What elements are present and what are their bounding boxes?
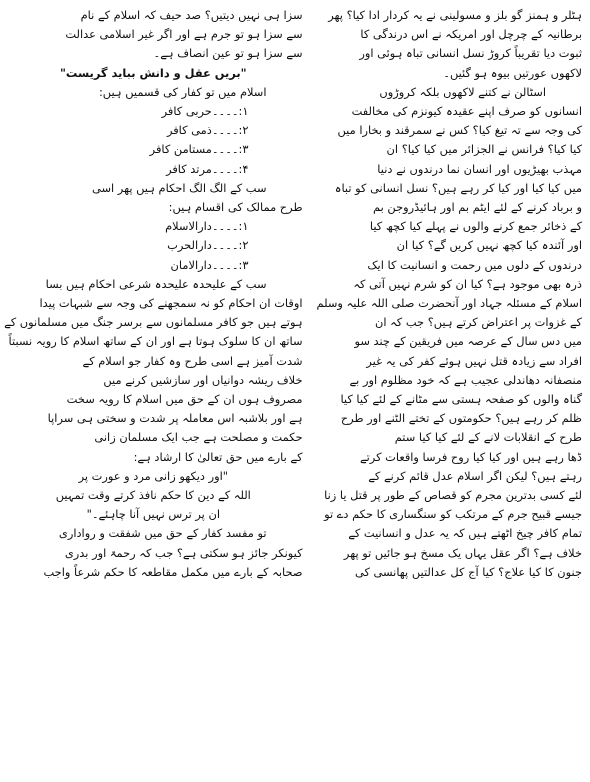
text-line: اسٹالن نے کتنے لاکھوں بلکہ کروڑوں (379, 84, 546, 99)
text-line: سزا ہی نہیں دیتیں؟ صد حیف کہ اسلام کے نام (80, 8, 303, 22)
text-line: لاکھوں عورتیں بیوہ ہو گئیں۔ (443, 65, 582, 80)
text-line: ۳:۔۔۔۔دارالامان (170, 257, 249, 272)
text-line: میں کیا کیا اور کیا کر رہے ہیں؟ نسل انسانی کو تباہ (334, 180, 582, 195)
text-line: ظلم کر رہے ہیں؟ حکومتوں کے تختے الٹنے اور طرح (340, 411, 582, 426)
text-line: ۲:۔۔۔۔دارالحرب (167, 238, 249, 253)
text-line: ذرہ بھی موجود ہے؟ کیا ان کو شرم نہیں آتی کہ (353, 276, 582, 291)
text-line: اللہ کے دین کا حکم نافذ کرتے وقت تمہیں (55, 488, 251, 503)
text-line: کیا کیا؟ فرانس نے الجزائر میں کیا کیا؟ ان (386, 142, 582, 157)
text-line: ہوتے ہیں جو کافر مسلمانوں سے برسر جنگ میں مسلمانوں کے (4, 315, 303, 330)
text-line: تمام کافر چیخ اٹھتے ہیں کہ یہ عدل و انسانیت کے (348, 526, 582, 541)
text-line: ڈھا رہے ہیں اور کیا کیا روح فرسا واقعات کرتے (359, 449, 582, 464)
text-line: خلاف ہے؟ اگر عقل یہاں یک مسخ ہو جائیں تو پھر (343, 545, 582, 560)
text-line: ان پر ترس نہیں آنا چاہئے۔" (86, 507, 220, 522)
text-line: ۳:۔۔۔۔مستامن کافر (149, 142, 249, 157)
text-line: لئے کسی بدترین مجرم کو قصاص کے طور پر قتل یا زنا (324, 488, 582, 503)
text-line: ۱:۔۔۔۔حربی کافر (161, 104, 249, 119)
text-line: و برباد کرنے کے لئے ایٹم بم اور ہائیڈروجن بم (373, 200, 582, 215)
text-line: "اور دیکھو زانی مرد و عورت پر (78, 468, 229, 483)
text-line: ثبوت دیا تقریباً کروڑ نسل انسانی تباہ ہوئی اور (359, 46, 582, 61)
text-line: مہذب بھیڑیوں اور انسان نما درندوں نے دنیا (377, 161, 582, 176)
text-line: کے ذخائر جمع کرنے والوں نے پہلے کیا کچھ کیا (369, 219, 582, 234)
text-line: رہتے ہیں؟ لیکن اگر اسلام عدل قائم کرنے کے (368, 468, 582, 483)
text-line: کے غزوات پر اعتراض کرتے ہیں؟ جب کہ ان (374, 315, 582, 330)
text-line: برطانیہ کے چرچل اور امریکہ نے اس درندگی کا (360, 27, 582, 42)
text-line: ۱:۔۔۔۔دارالاسلام (165, 219, 249, 234)
text-line: خلاف ریشہ دوانیاں اور سازشیں کرنے میں (103, 372, 303, 387)
text-line: اور آئندہ کیا کچھ نہیں کریں گے؟ کیا ان (396, 238, 582, 253)
text-line: سے سزا ہو تو عین انصاف ہے۔ (153, 46, 303, 61)
text-line: ہٹلر و ہمنز گو بلز و مسولینی نے یہ کردار ادا کیا؟ پھر (328, 8, 582, 22)
text-line: میں دس سال کے عرصہ میں فریقین کے چند سو (354, 334, 582, 349)
text-line: کے بارے میں حق تعالیٰ کا ارشاد ہے: (133, 449, 303, 464)
text-line: جیسے قبیح جرم کے مرتکب کو سنگساری کا حکم دے تو (324, 507, 582, 522)
text-columns (4, 6, 582, 782)
column-middle (4, 6, 302, 782)
text-line: سب کے علیحدہ علیحدہ شرعی احکام ہیں بسا (45, 276, 267, 291)
text-line: ساتھ ان کا سلوک ہوتا ہے اور ان کے ساتھ اسلام کا رویہ نسبتاً (8, 334, 303, 349)
text-line: ۲:۔۔۔۔ذمی کافر (166, 123, 249, 138)
text-line: اسلام میں تو کفار کی قسمیں ہیں: (98, 84, 267, 99)
text-line: طرح ممالک کی اقسام ہیں: (168, 200, 303, 215)
text-line: سے سزا ہو تو جرم ہے اور اگر غیر اسلامی عدالت (65, 27, 303, 42)
text-line: منصفانہ دھاندلی عجیب ہے کہ خود مظلوم اور بے (349, 372, 582, 387)
text-line: درندوں کے دلوں میں رحمت و انسانیت کا ایک (367, 257, 582, 272)
text-line: گناہ والوں کو صفحہ ہستی سے مٹانے کے لئے کیا کیا (340, 392, 582, 407)
text-line: سب کے الگ الگ احکام ہیں پھر اسی (91, 180, 267, 195)
text-line: ہے اور بلاشبہ اس معاملہ پر شدت و سختی ہی سراپا (47, 411, 303, 426)
text-line: اوقات ان احکام کو نہ سمجھنے کی وجہ سے شبہات پیدا (39, 296, 303, 311)
text-line: کیونکر جائز ہو سکتی ہے؟ جب کہ رحمۃ اور بدری (64, 545, 303, 560)
text-line: کی وجہ سے تہ تیغ کیا؟ کس نے سمرقند و بخارا میں (337, 123, 582, 138)
text-line: مصروف ہوں ان کے حق میں اسلام کا رویہ سخت (66, 392, 303, 407)
text-line: طرح کے انقلابات لانے کے لئے کیا کیا ستم (394, 430, 582, 445)
text-line: شدت آمیز ہے اسی طرح وہ کفار جو اسلام کے (82, 353, 303, 368)
text-line: افراد سے زیادہ قتل نہیں ہوئے کفر کی یہ غیر (366, 353, 582, 368)
text-line: حکمت و مصلحت ہے جب ایک مسلمان زانی (94, 430, 303, 445)
text-line: تو مفسد کفار کے حق میں شفقت و رواداری (58, 526, 267, 541)
text-line: "بریں عقل و دانش بباید گریست" (59, 65, 247, 80)
text-line: جنون کا کیا علاج؟ کیا آج کل عدالتیں پھانسی کی (354, 564, 582, 579)
text-line: اسلام کے مسئلہ جہاد اور آنحضرت صلی اللہ علیہ وسلم (316, 296, 582, 311)
text-line: صحابہ کے بارے میں مکمل مقاطعہ کا حکم شرعاً واجب (43, 564, 303, 579)
column-right (317, 6, 582, 782)
text-line: ۴:۔۔۔۔مرتد کافر (166, 161, 249, 176)
text-line: انسانوں کو صرف اپنے عقیدہ کیونزم کی مخالفت (351, 104, 582, 119)
